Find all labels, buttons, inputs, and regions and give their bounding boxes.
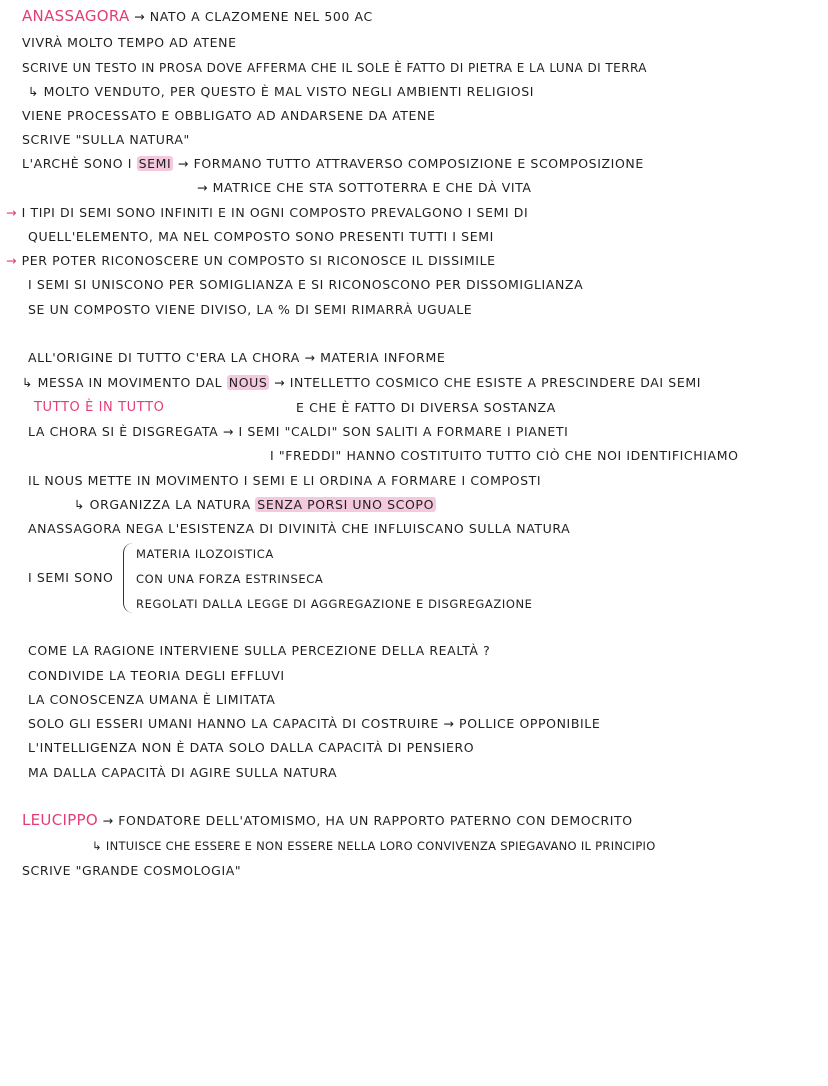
note-line	[6, 253, 496, 269]
note-line: ALL'ORIGINE DI TUTTO C'ERA LA CHORA → MATERIA INFORME	[28, 350, 446, 365]
note-line: CONDIVIDE LA TEORIA DEGLI EFFLUVI	[28, 668, 285, 683]
note-line	[6, 205, 528, 221]
note-text: I TIPI DI SEMI SONO INFINITI E IN OGNI COMPOSTO PREVALGONO I SEMI DI	[21, 205, 529, 220]
note-line: E CHE È FATTO DI DIVERSA SOSTANZA	[296, 400, 556, 415]
note-line: I SEMI SI UNISCONO PER SOMIGLIANZA E SI RICONOSCONO PER DISSOMIGLIANZA	[28, 277, 584, 292]
semi-label: I SEMI SONO	[28, 570, 114, 585]
arrow-icon: →	[6, 253, 18, 268]
note-line	[74, 497, 436, 513]
list-item: CON UNA FORZA ESTRINSECA	[136, 572, 324, 586]
note-line: SOLO GLI ESSERI UMANI HANNO LA CAPACITÀ DI COSTRUIRE → POLLICE OPPONIBILE	[28, 716, 601, 731]
note-text: PER POTER RICONOSCERE UN COMPOSTO SI RICONOSCE IL DISSIMILE	[21, 253, 496, 268]
note-line: COME LA RAGIONE INTERVIENE SULLA PERCEZIONE DELLA REALTÀ ?	[28, 643, 491, 658]
note-line: L'INTELLIGENZA NON È DATA SOLO DALLA CAPACITÀ DI PENSIERO	[28, 740, 475, 755]
note-line: LA CHORA SI È DISGREGATA → I SEMI "CALDI" SON SALITI A FORMARE I PIANETI	[28, 424, 569, 439]
note-line: QUELL'ELEMENTO, MA NEL COMPOSTO SONO PRESENTI TUTTI I SEMI	[28, 229, 494, 244]
note-line: ANASSAGORA NEGA L'ESISTENZA DI DIVINITÀ CHE INFLUISCANO SULLA NATURA	[28, 521, 571, 536]
note-text: → INTELLETTO COSMICO CHE ESISTE A PRESCINDERE DAI SEMI	[274, 375, 701, 390]
scopo-highlight: SENZA PORSI UNO SCOPO	[257, 497, 435, 512]
note-line: SE UN COMPOSTO VIENE DIVISO, LA % DI SEMI RIMARRÀ UGUALE	[28, 302, 473, 317]
brace	[123, 543, 134, 613]
leucippo-desc: → FONDATORE DELL'ATOMISMO, HA UN RAPPORTO PATERNO CON DEMOCRITO	[102, 813, 633, 828]
semi-highlight: SEMI	[138, 156, 172, 171]
anassagora-line-1	[22, 8, 373, 25]
tutto-in-tutto: TUTTO È IN TUTTO	[34, 400, 165, 415]
nous-highlight: NOUS	[228, 375, 268, 390]
note-text: ↳ ORGANIZZA LA NATURA	[74, 497, 251, 512]
leucippo-title: LEUCIPPO	[22, 811, 99, 829]
arrow-icon: →	[6, 205, 18, 220]
arche-desc: → FORMANO TUTTO ATTRAVERSO COMPOSIZIONE E SCOMPOSIZIONE	[177, 156, 644, 171]
note-line: SCRIVE "SULLA NATURA"	[22, 132, 190, 147]
list-item: REGOLATI DALLA LEGGE DI AGGREGAZIONE E DISGREGAZIONE	[136, 597, 533, 611]
leucippo-line-1	[22, 812, 633, 829]
anassagora-birth: → NATO A CLAZOMENE NEL 500 AC	[134, 9, 373, 24]
note-line: IL NOUS METTE IN MOVIMENTO I SEMI E LI ORDINA A FORMARE I COMPOSTI	[28, 473, 542, 488]
note-line: LA CONOSCENZA UMANA È LIMITATA	[28, 692, 276, 707]
list-item: MATERIA ILOZOISTICA	[136, 547, 274, 561]
note-line	[22, 156, 644, 172]
arche-label: L'ARCHÈ SONO I	[22, 156, 133, 171]
note-line: I "FREDDI" HANNO COSTITUITO TUTTO CIÒ CHE NOI IDENTIFICHIAMO	[270, 448, 739, 463]
note-line: → MATRICE CHE STA SOTTOTERRA E CHE DÀ VITA	[197, 180, 532, 195]
note-line: ↳ MOLTO VENDUTO, PER QUESTO È MAL VISTO NEGLI AMBIENTI RELIGIOSI	[28, 84, 535, 99]
note-line: ↳ INTUISCE CHE ESSERE E NON ESSERE NELLA LORO CONVIVENZA SPIEGAVANO IL PRINCIPIO	[92, 839, 656, 853]
note-line: VIVRÀ MOLTO TEMPO AD ATENE	[22, 35, 237, 50]
note-line: SCRIVE UN TESTO IN PROSA DOVE AFFERMA CHE IL SOLE È FATTO DI PIETRA E LA LUNA DI TERRA	[22, 61, 647, 75]
note-line	[22, 375, 701, 391]
anassagora-title: ANASSAGORA	[22, 7, 130, 25]
note-text: ↳ MESSA IN MOVIMENTO DAL	[22, 375, 223, 390]
note-line: VIENE PROCESSATO E OBBLIGATO AD ANDARSENE DA ATENE	[22, 108, 436, 123]
note-line: MA DALLA CAPACITÀ DI AGIRE SULLA NATURA	[28, 765, 338, 780]
note-line: SCRIVE "GRANDE COSMOLOGIA"	[22, 863, 242, 878]
